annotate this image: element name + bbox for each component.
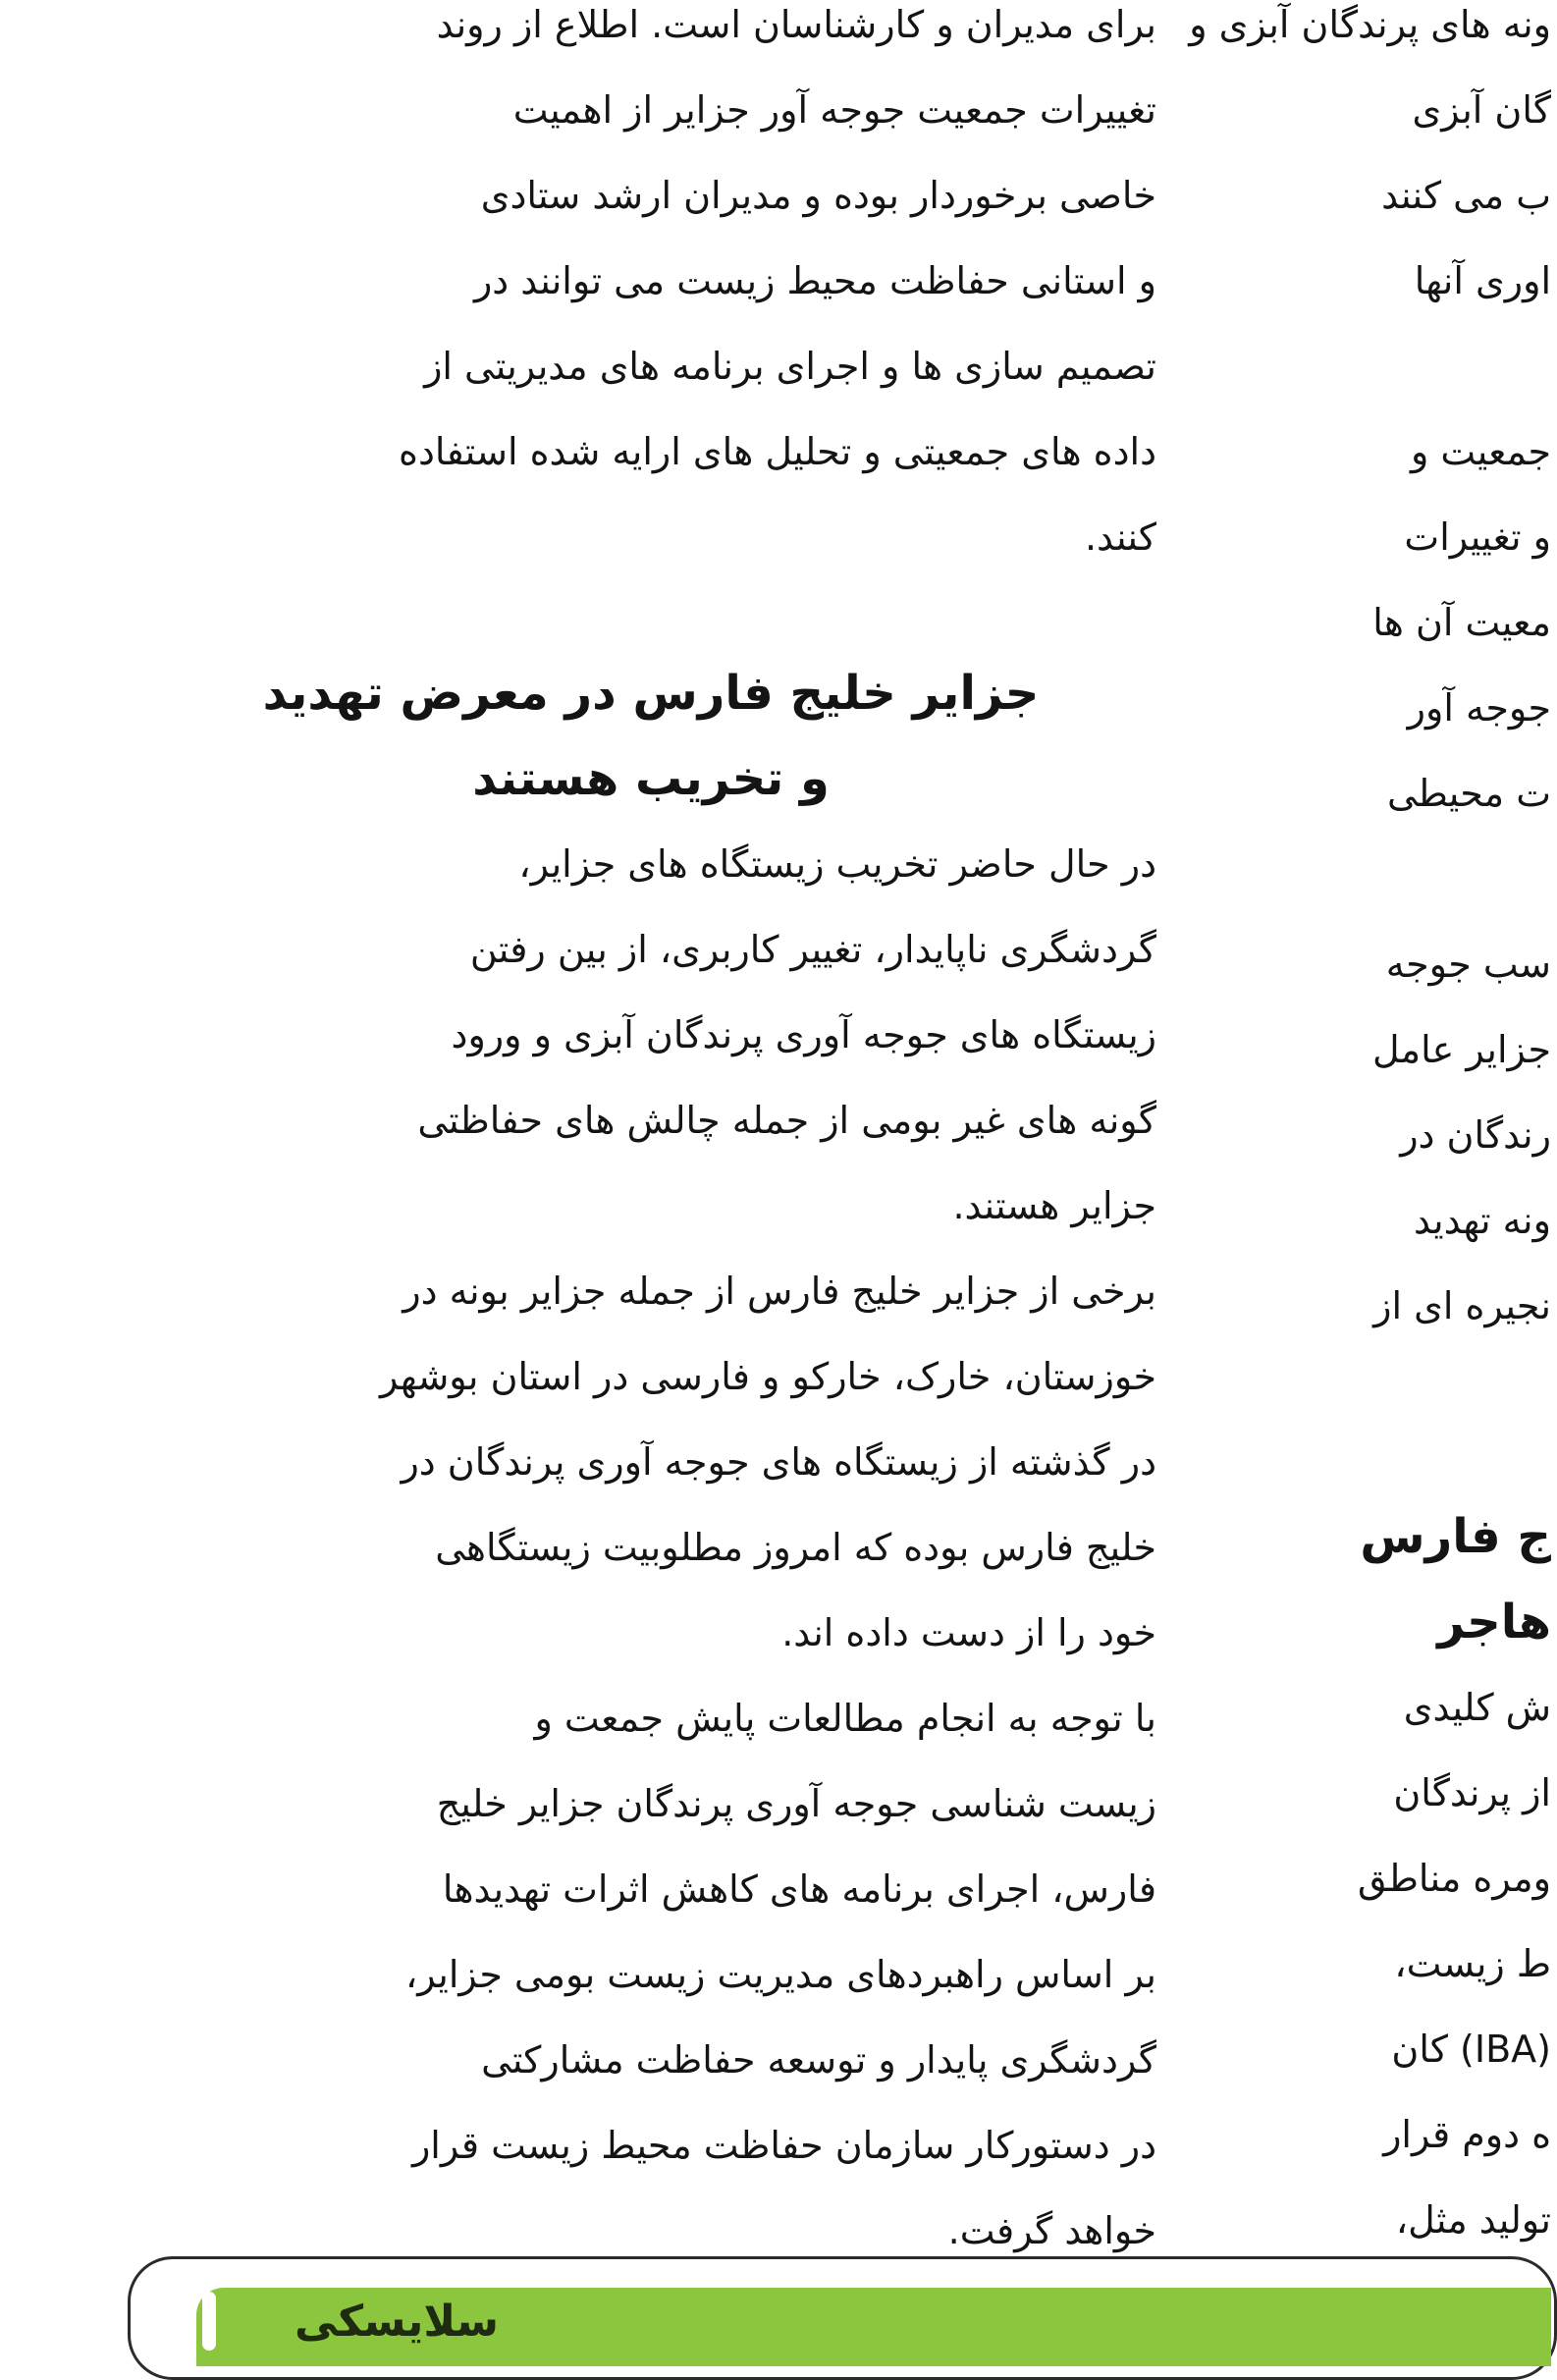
- text-line: جوجه آور: [1407, 686, 1551, 730]
- text-line: خود را از دست داده اند.: [781, 1611, 1156, 1654]
- text-line: ت محیطی: [1386, 772, 1551, 815]
- text-line: گردشگری ناپایدار، تغییر کاربری، از بین رفتن: [469, 928, 1156, 971]
- text-line: خاصی برخوردار بوده و مدیران ارشد ستادی: [480, 174, 1156, 217]
- text-line: (IBA) کان: [1391, 2028, 1551, 2071]
- text-line: ومره مناطق: [1358, 1857, 1551, 1900]
- text-line: ونه تهدید: [1414, 1199, 1551, 1242]
- section-heading-migratory: [1257, 1494, 1551, 1665]
- text-line: برای مدیران و کارشناسان است. اطلاع از روند: [436, 3, 1156, 46]
- text-line: و استانی حفاظت محیط زیست می توانند در: [473, 259, 1156, 302]
- paragraph-population-trends: [145, 0, 1156, 580]
- heading-line: ج فارس: [1360, 1509, 1551, 1564]
- text-line: با توجه به انجام مطالعات پایش جمعت و: [534, 1697, 1156, 1740]
- text-line: معیت آن ها: [1372, 601, 1551, 644]
- text-line: تولید مثل،: [1395, 2198, 1551, 2242]
- text-line: ه دوم قرار: [1383, 2113, 1551, 2156]
- text-line: خواهد گرفت.: [947, 2209, 1156, 2252]
- heading-line: هاجر: [1437, 1595, 1551, 1650]
- text-line: و تغییرات: [1404, 515, 1551, 559]
- text-line: گونه های غیر بومی از جمله چالش های حفاظتی: [417, 1099, 1156, 1142]
- text-line: بر اساس راهبردهای مدیریت زیست بومی جزایر،: [405, 1953, 1156, 1996]
- text-line: کنند.: [1084, 515, 1156, 559]
- text-line: ب می کنند: [1381, 174, 1551, 217]
- text-line: زیستگاه های جوجه آوری پرندگان آبزی و ورود: [451, 1013, 1156, 1056]
- text-line: جمعیت و: [1410, 430, 1551, 473]
- footer-label: سلایسکی: [295, 2297, 500, 2347]
- text-line: از پرندگان: [1393, 1771, 1551, 1814]
- paragraph-former-habitats: [145, 1249, 1156, 1676]
- text-line: نجیره ای از: [1373, 1284, 1551, 1327]
- text-line: جزایر عامل: [1371, 1028, 1551, 1071]
- text-line: فارس، اجرای برنامه های کاهش اثرات تهدیدها: [442, 1867, 1156, 1911]
- text-line: زیست شناسی جوجه آوری پرندگان جزایر خلیج: [436, 1782, 1156, 1825]
- text-line: داده های جمعیتی و تحلیل های ارایه شده استفاده: [399, 430, 1156, 473]
- text-line: در گذشته از زیستگاه های جوجه آوری پرندگان در: [401, 1440, 1156, 1484]
- section-heading-islands-threat: [145, 651, 1156, 822]
- text-line: گردشگری پایدار و توسعه حفاظت مشارکتی: [481, 2038, 1156, 2082]
- text-line: در دستورکار سازمان حفاظت محیط زیست قرار: [411, 2124, 1156, 2167]
- text-line: در حال حاضر تخریب زیستگاه های جزایر،: [518, 842, 1156, 886]
- heading-line: جزایر خلیج فارس در معرض تهدید: [262, 666, 1040, 721]
- bar-notch: [202, 2292, 216, 2351]
- right-column-cropped: [1189, 0, 1551, 2263]
- text-line: خوزستان، خارک، خارکو و فارسی در استان بوشهر: [379, 1355, 1156, 1398]
- text-line: تصمیم سازی ها و اجرای برنامه های مدیریتی از: [424, 345, 1156, 388]
- text-line: تغییرات جمعیت جوجه آور جزایر از اهمیت: [512, 88, 1156, 132]
- paragraph-habitat-destruction: [145, 822, 1156, 1249]
- text-line: گان آبزی: [1412, 88, 1551, 132]
- text-line: برخی از جزایر خلیج فارس از جمله جزایر بونه در: [403, 1270, 1156, 1313]
- text-line: سب جوجه: [1385, 943, 1551, 986]
- heading-line: و تخریب هستند: [472, 751, 830, 806]
- paragraph-management-plans: [145, 1676, 1156, 2274]
- text-line: اوری آنها: [1414, 259, 1551, 302]
- text-line: ط زیست،: [1394, 1942, 1551, 1985]
- text-line: رندگان در: [1400, 1113, 1551, 1157]
- text-line: ونه های پرندگان آبزی و: [1189, 3, 1551, 46]
- main-article-column: [145, 0, 1156, 2274]
- text-line: جزایر هستند.: [952, 1184, 1156, 1227]
- text-line: ش کلیدی: [1403, 1686, 1551, 1729]
- text-line: خلیج فارس بوده که امروز مطلوبیت زیستگاهی: [435, 1526, 1156, 1569]
